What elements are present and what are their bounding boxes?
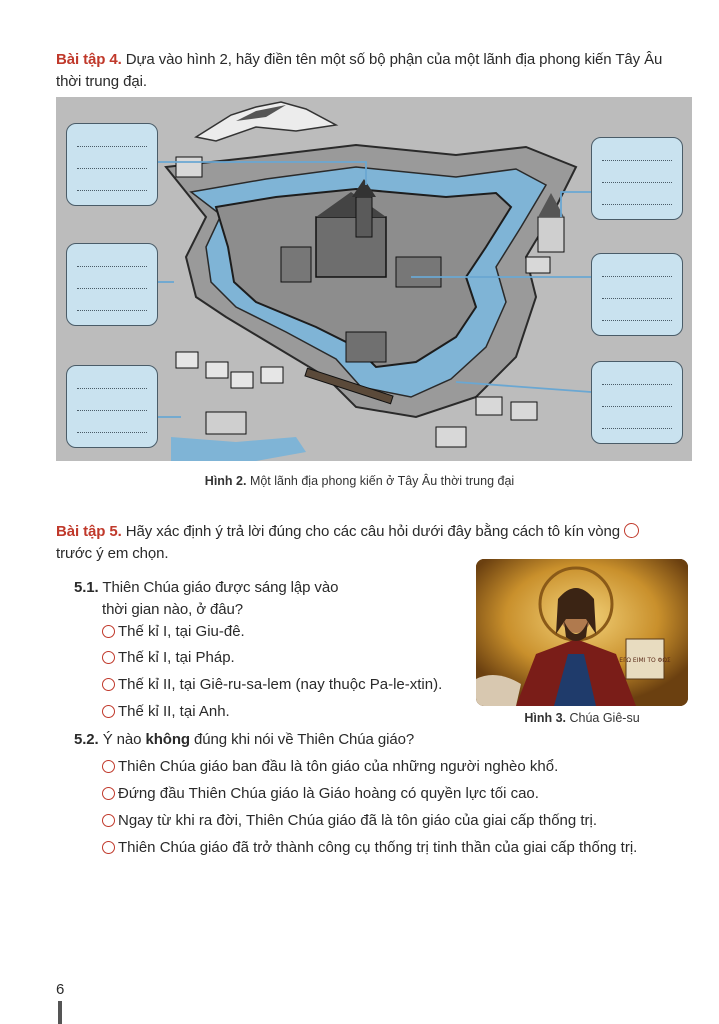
exercise-5-text: Hãy xác định ý trả lời đúng cho các câu hỏi dưới đây bằng cách tô kín vòng <box>121 523 621 540</box>
option-label: Thế kỉ II, tại Giê-ru-sa-lem (nay thuộc Pa-le-xtin). <box>118 676 443 693</box>
answer-box-bottom-right[interactable] <box>591 361 683 444</box>
radio-circle-icon[interactable] <box>102 841 115 854</box>
question-5-1-line2: thời gian nào, ở đâu? <box>102 601 244 618</box>
village-house <box>436 427 466 447</box>
option-label: Thế kỉ I, tại Pháp. <box>118 649 235 666</box>
option-5-2-d[interactable] <box>102 837 637 859</box>
castle-keep <box>316 217 386 277</box>
exercise-4 <box>56 49 696 93</box>
exercise-5-label: Bài tập 5. <box>56 523 122 540</box>
option-5-2-a[interactable] <box>102 756 558 778</box>
answer-box-middle-right[interactable] <box>591 253 683 336</box>
castle-house <box>396 257 441 287</box>
castle-hall <box>281 247 311 282</box>
answer-box-middle-left[interactable] <box>66 243 158 326</box>
question-5-1-number: 5.1. <box>74 579 99 596</box>
figure-2-caption <box>0 474 719 488</box>
answer-box-top-left[interactable] <box>66 123 158 206</box>
village-house <box>476 397 502 415</box>
answer-box-bottom-left[interactable] <box>66 365 158 448</box>
radio-circle-icon[interactable] <box>102 787 115 800</box>
radio-circle-icon[interactable] <box>102 814 115 827</box>
option-5-1-b[interactable] <box>102 647 235 669</box>
river <box>171 437 306 461</box>
question-5-2-text-bold: không <box>145 731 190 748</box>
option-5-1-d[interactable] <box>102 701 230 723</box>
exercise-5-line1 <box>56 521 696 543</box>
question-5-2-text-before: Ý nào <box>98 731 146 748</box>
figure-3-jesus-mosaic <box>476 559 688 706</box>
village-house <box>526 257 550 273</box>
radio-circle-icon[interactable] <box>102 760 115 773</box>
village-house <box>231 372 253 388</box>
village-house <box>511 402 537 420</box>
option-label: Đứng đầu Thiên Chúa giáo là Giáo hoàng có quyền lực tối cao. <box>118 785 539 802</box>
option-label: Thiên Chúa giáo đã trở thành công cụ thống trị tinh thần của giai cấp thống trị. <box>118 839 638 856</box>
figure-2-manor-illustration <box>56 97 692 461</box>
figure-2-caption-label: Hình 2. <box>204 474 247 488</box>
question-5-1-text: Thiên Chúa giáo được sáng lập vào <box>98 579 339 596</box>
exercise-5-line2: trước ý em chọn. <box>56 545 169 562</box>
radio-circle-icon[interactable] <box>102 705 115 718</box>
option-5-1-c[interactable] <box>102 674 442 696</box>
village-house <box>176 157 202 177</box>
question-5-2 <box>74 729 674 751</box>
option-label: Thiên Chúa giáo ban đầu là tôn giáo của những người nghèo khổ. <box>118 758 559 775</box>
answer-box-top-right[interactable] <box>591 137 683 220</box>
question-5-1-line1 <box>74 577 474 599</box>
question-5-2-text-after: đúng khi nói về Thiên Chúa giáo? <box>189 731 415 748</box>
question-5-1 <box>74 577 474 621</box>
radio-circle-icon[interactable] <box>102 625 115 638</box>
mill <box>206 412 246 434</box>
radio-circle-icon[interactable] <box>102 651 115 664</box>
figure-3-caption <box>476 711 688 725</box>
exercise-4-line2: thời trung đại. <box>56 73 147 90</box>
page-bar <box>58 1001 62 1024</box>
castle-tower <box>356 197 372 237</box>
question-5-2-number: 5.2. <box>74 731 99 748</box>
figure-3-caption-text: Chúa Giê-su <box>566 711 640 725</box>
book-text: ΕΓΩ ΕΙΜΙ ΤΟ ΦΩΣ <box>619 657 671 664</box>
exercise-4-line1 <box>56 49 696 71</box>
option-label: Ngay từ khi ra đời, Thiên Chúa giáo đã là tôn giáo của giai cấp thống trị. <box>118 812 598 829</box>
mountain <box>196 102 336 141</box>
option-5-2-c[interactable] <box>102 810 597 832</box>
village-house <box>206 362 228 378</box>
option-label: Thế kỉ I, tại Giu-đê. <box>118 623 245 640</box>
figure-2-caption-text: Một lãnh địa phong kiến ở Tây Âu thời trung đại <box>246 474 515 488</box>
village-house <box>261 367 283 383</box>
gate-tower <box>346 332 386 362</box>
village-house <box>176 352 198 368</box>
church <box>538 217 564 252</box>
mosaic-image <box>476 559 688 706</box>
option-5-1-a[interactable] <box>102 621 245 643</box>
radio-circle-icon[interactable] <box>102 678 115 691</box>
exercise-4-text: Dựa vào hình 2, hãy điền tên một số bộ phận của một lãnh địa phong kiến Tây Âu <box>121 51 663 68</box>
exercise-4-label: Bài tập 4. <box>56 51 122 68</box>
circle-icon <box>624 523 639 538</box>
option-label: Thế kỉ II, tại Anh. <box>118 703 230 720</box>
page-number: 6 <box>56 981 65 998</box>
figure-3-caption-label: Hình 3. <box>524 711 566 725</box>
option-5-2-b[interactable] <box>102 783 539 805</box>
